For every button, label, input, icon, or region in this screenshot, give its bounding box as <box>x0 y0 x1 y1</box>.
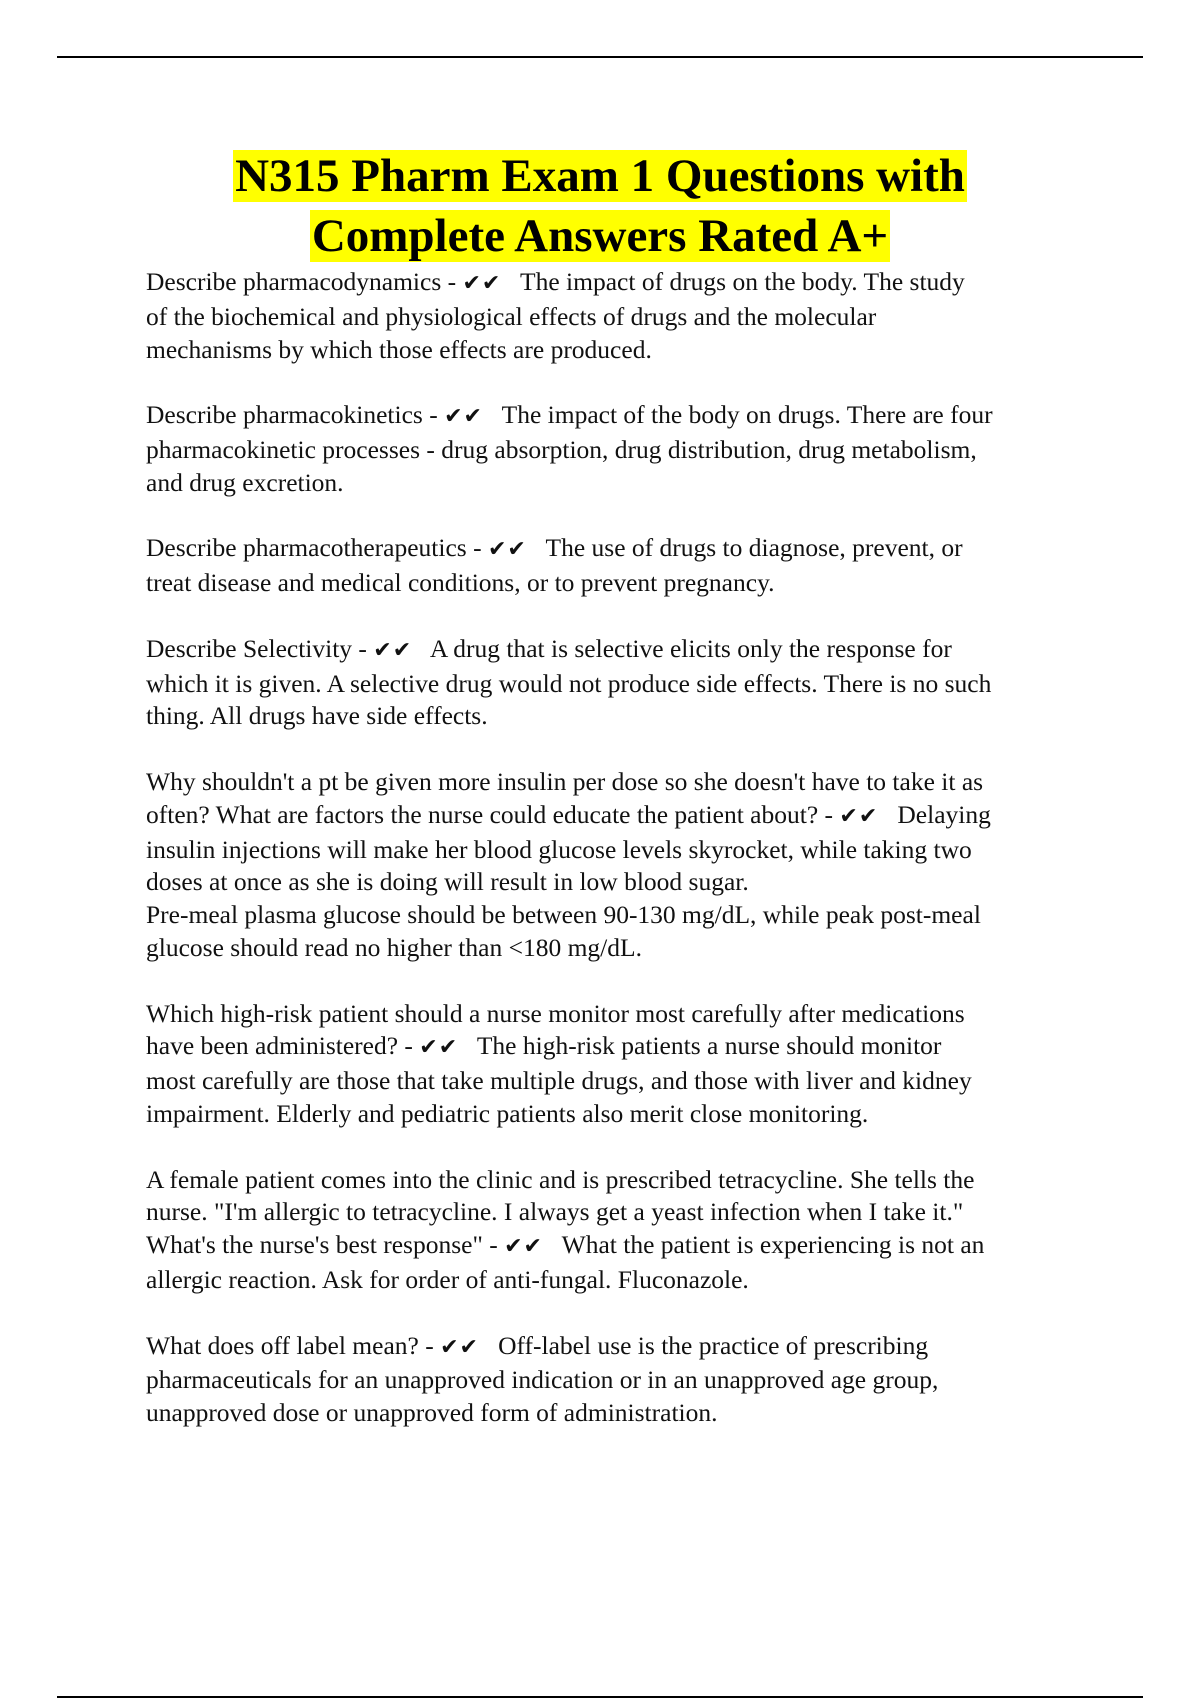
qa-line <box>146 1364 1096 1397</box>
qa-line <box>146 266 1096 301</box>
qa-line <box>146 334 1096 367</box>
qa-text: glucose should read no higher than <180 mg/dL. <box>146 932 642 962</box>
qa-text: Describe pharmacokinetics - <box>146 400 445 430</box>
qa-text: unapproved dose or unapproved form of administration. <box>146 1398 718 1428</box>
double-check-icon: ✔✔ <box>839 803 879 829</box>
qa-text: What's the nurse's best response" - <box>146 1230 505 1260</box>
title-line-2 <box>0 206 1200 266</box>
qa-line <box>146 301 1096 334</box>
qa-text: have been administered? - <box>146 1031 420 1061</box>
qa-text: and drug excretion. <box>146 467 344 497</box>
qa-text: pharmacokinetic processes - drug absorption, drug distribution, drug metabolism, <box>146 434 977 464</box>
qa-answer-text: A drug that is selective elicits only the response for <box>412 633 952 663</box>
qa-text: pharmaceuticals for an unapproved indication or in an unapproved age group, <box>146 1365 939 1395</box>
qa-text: Describe Selectivity - <box>146 633 374 663</box>
qa-text: mechanisms by which those effects are produced. <box>146 334 652 364</box>
qa-answer-text: The impact of the body on drugs. There are four <box>482 400 993 430</box>
qa-text: Which high-risk patient should a nurse monitor most carefully after medications <box>146 998 965 1028</box>
qa-text: allergic reaction. Ask for order of anti-fungal. Fluconazole. <box>146 1264 749 1294</box>
qa-item <box>146 266 1096 366</box>
qa-line <box>146 1264 1096 1297</box>
qa-line <box>146 1196 1096 1229</box>
bottom-rule <box>57 1696 1143 1698</box>
qa-line <box>146 866 1096 899</box>
qa-line <box>146 567 1096 600</box>
qa-line <box>146 899 1096 932</box>
qa-text: Describe pharmacodynamics - <box>146 267 463 296</box>
qa-line <box>146 532 1096 567</box>
qa-line <box>146 932 1096 965</box>
qa-line <box>146 1098 1096 1131</box>
qa-line <box>146 1330 1096 1365</box>
qa-item <box>146 998 1096 1131</box>
qa-line <box>146 1065 1096 1098</box>
qa-text: Describe pharmacotherapeutics - <box>146 533 488 563</box>
title-highlight-2: Complete Answers Rated A+ <box>311 210 889 262</box>
qa-line <box>146 399 1096 434</box>
qa-line <box>146 1397 1096 1430</box>
qa-line <box>146 700 1096 733</box>
qa-answer-text: The high-risk patients a nurse should monitor <box>458 1031 942 1061</box>
qa-item <box>146 1330 1096 1430</box>
double-check-icon: ✔✔ <box>462 271 502 296</box>
qa-text: What does off label mean? - <box>146 1330 441 1360</box>
qa-line <box>146 1164 1096 1197</box>
qa-line <box>146 434 1096 467</box>
qa-text: impairment. Elderly and pediatric patients also merit close monitoring. <box>146 1098 869 1128</box>
qa-text: most carefully are those that take multiple drugs, and those with liver and kidney <box>146 1066 972 1096</box>
qa-line <box>146 834 1096 867</box>
document-title <box>0 146 1200 266</box>
qa-text: insulin injections will make her blood glucose levels skyrocket, while taking two <box>146 834 972 864</box>
qa-line <box>146 998 1096 1031</box>
double-check-icon: ✔✔ <box>444 404 483 430</box>
qa-item <box>146 766 1096 965</box>
qa-item <box>146 532 1096 600</box>
qa-text: of the biochemical and physiological effects of drugs and the molecular <box>146 301 877 331</box>
qa-text: treat disease and medical conditions, or to prevent pregnancy. <box>146 568 775 598</box>
double-check-icon: ✔✔ <box>419 1035 459 1061</box>
qa-item <box>146 633 1096 733</box>
qa-answer-text: The impact of drugs on the body. The study <box>501 267 965 296</box>
qa-text: thing. All drugs have side effects. <box>146 701 488 731</box>
title-line-1 <box>0 146 1200 206</box>
qa-text: doses at once as she is doing will result in low blood sugar. <box>146 867 749 897</box>
qa-line <box>146 766 1096 799</box>
double-check-icon: ✔✔ <box>487 537 527 563</box>
double-check-icon: ✔✔ <box>440 1334 479 1360</box>
qa-text: which it is given. A selective drug would not produce side effects. There is no such <box>146 668 992 698</box>
qa-line <box>146 467 1096 500</box>
qa-answer-text: The use of drugs to diagnose, prevent, or <box>526 533 963 563</box>
qa-answer-text: What the patient is experiencing is not an <box>542 1230 985 1260</box>
qa-line <box>146 633 1096 668</box>
double-check-icon: ✔✔ <box>504 1234 543 1260</box>
qa-item <box>146 1164 1096 1297</box>
qa-text: Why shouldn't a pt be given more insulin per dose so she doesn't have to take it as <box>146 766 984 796</box>
qa-line <box>146 1030 1096 1065</box>
qa-answer-text: Off-label use is the practice of prescribing <box>478 1330 929 1360</box>
qa-line <box>146 1229 1096 1264</box>
qa-line <box>146 799 1096 834</box>
qa-line <box>146 668 1096 701</box>
title-highlight-1: N315 Pharm Exam 1 Questions with <box>235 150 965 202</box>
double-check-icon: ✔✔ <box>373 637 413 663</box>
qa-text: often? What are factors the nurse could educate the patient about? - <box>146 799 840 829</box>
qa-text: Pre-meal plasma glucose should be between 90-130 mg/dL, while peak post-meal <box>146 900 981 930</box>
qa-item <box>146 399 1096 499</box>
qa-text: nurse. "I'm allergic to tetracycline. I always get a yeast infection when I take it." <box>146 1197 964 1227</box>
qa-list <box>146 266 1096 1463</box>
qa-answer-text: Delaying <box>878 799 991 829</box>
qa-text: A female patient comes into the clinic and is prescribed tetracycline. She tells the <box>146 1164 975 1194</box>
top-rule <box>57 56 1143 58</box>
